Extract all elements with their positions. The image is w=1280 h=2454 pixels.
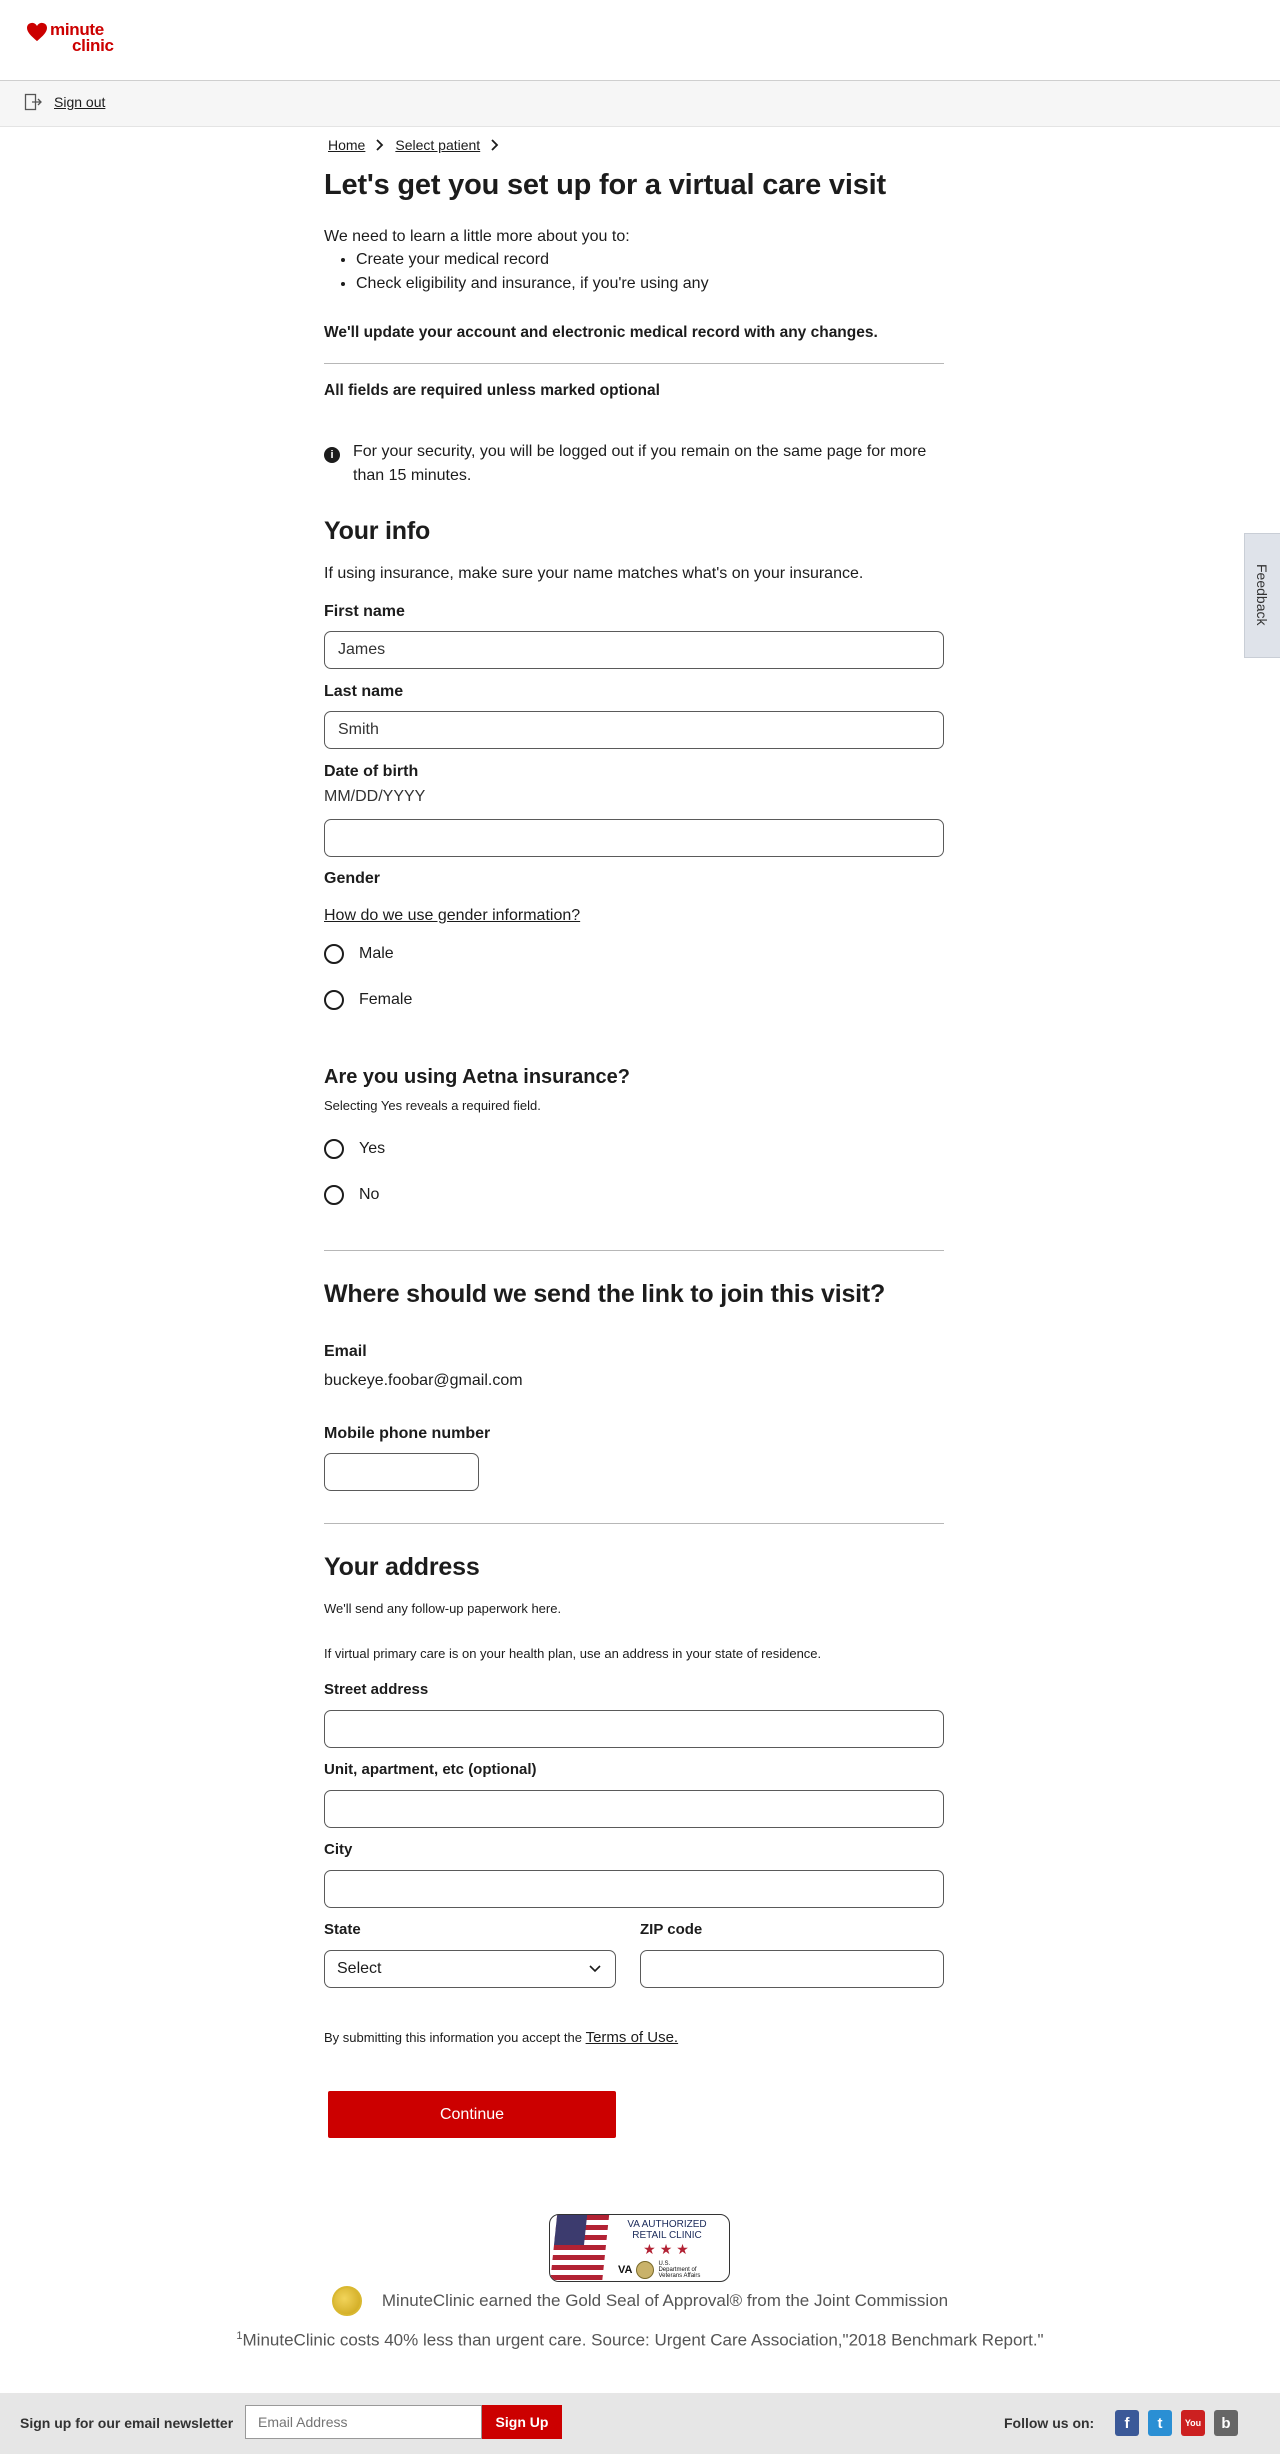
dob-input[interactable] bbox=[324, 819, 944, 857]
stars-icon: ★★★ bbox=[643, 2241, 693, 2257]
radio-circle[interactable] bbox=[324, 1185, 344, 1205]
flag-icon bbox=[550, 2215, 609, 2282]
gold-seal-row bbox=[0, 2286, 1280, 2316]
logo-line-1: minute bbox=[50, 20, 104, 39]
insurance-heading: Are you using Aetna insurance? bbox=[324, 1066, 630, 1088]
first-name-input[interactable] bbox=[324, 631, 944, 669]
sign-out-icon bbox=[24, 93, 42, 111]
unit-input[interactable] bbox=[324, 1790, 944, 1828]
facebook-icon[interactable]: f bbox=[1115, 2410, 1139, 2436]
site-footer bbox=[0, 2393, 1280, 2454]
list-item: • Check eligibility and insurance, if you're using any bbox=[356, 272, 709, 296]
address-note-1: We'll send any follow-up paperwork here. bbox=[324, 1601, 562, 1616]
phone-input[interactable] bbox=[324, 1453, 479, 1491]
unit-label: Unit, apartment, etc (optional) bbox=[324, 1761, 537, 1778]
va-badge-va: VA bbox=[618, 2264, 633, 2276]
city-input[interactable] bbox=[324, 1870, 944, 1908]
twitter-icon[interactable]: t bbox=[1148, 2410, 1172, 2436]
urgent-care-disclaimer bbox=[0, 2330, 1280, 2351]
urgent-care-text: MinuteClinic costs 40% less than urgent care. Source: Urgent Care Association,"2018 Benchmark Report." bbox=[242, 2330, 1044, 2350]
youtube-icon[interactable]: You bbox=[1181, 2410, 1205, 2436]
gold-seal-icon bbox=[332, 2286, 362, 2316]
state-label: State bbox=[324, 1921, 361, 1938]
follow-us-label: Follow us on: bbox=[1004, 2415, 1095, 2431]
zip-input[interactable] bbox=[640, 1950, 944, 1988]
gender-female-radio[interactable] bbox=[324, 990, 412, 1010]
chevron-right-icon bbox=[490, 139, 500, 151]
footnote-marker: 1 bbox=[236, 2330, 243, 2342]
required-note: All fields are required unless marked optional bbox=[324, 382, 660, 399]
blog-icon[interactable]: b bbox=[1214, 2410, 1238, 2436]
breadcrumb bbox=[328, 137, 510, 153]
gold-seal-text: MinuteClinic earned the Gold Seal of Approval® from the Joint Commission bbox=[381, 2291, 949, 2310]
update-note: We'll update your account and electronic medical record with any changes. bbox=[324, 324, 878, 341]
intro-text: We need to learn a little more about you to: bbox=[324, 228, 630, 245]
radio-circle[interactable] bbox=[324, 1139, 344, 1159]
radio-label: Female bbox=[359, 991, 413, 1008]
city-label: City bbox=[324, 1841, 353, 1858]
newsletter-email-input[interactable] bbox=[245, 2405, 482, 2439]
newsletter-label: Sign up for our email newsletter bbox=[20, 2415, 234, 2431]
gender-male-radio[interactable] bbox=[324, 944, 394, 964]
street-label: Street address bbox=[324, 1681, 429, 1698]
chevron-right-icon bbox=[375, 139, 385, 151]
feedback-label: Feedback bbox=[1254, 564, 1270, 626]
sign-out-label: Sign out bbox=[54, 94, 106, 110]
email-value: buckeye.foobar@gmail.com bbox=[324, 1372, 523, 1389]
radio-circle[interactable] bbox=[324, 990, 344, 1010]
radio-label: No bbox=[359, 1186, 380, 1203]
continue-button[interactable]: Continue bbox=[328, 2091, 616, 2138]
site-header bbox=[0, 0, 1280, 81]
feedback-tab[interactable] bbox=[1244, 533, 1280, 658]
your-info-hint: If using insurance, make sure your name matches what's on your insurance. bbox=[324, 565, 864, 582]
address-heading: Your address bbox=[324, 1553, 480, 1581]
radio-label: Yes bbox=[359, 1140, 386, 1157]
gender-label: Gender bbox=[324, 870, 381, 887]
last-name-label: Last name bbox=[324, 683, 404, 700]
va-badge-dept: U.S. Department of Veterans Affairs bbox=[658, 2261, 701, 2279]
terms-of-use-link[interactable]: Terms of Use. bbox=[585, 2029, 679, 2046]
info-icon: i bbox=[324, 447, 340, 463]
security-note: For your security, you will be logged out if you remain on the same page for more than 15 minutes. bbox=[353, 443, 927, 484]
va-seal-icon bbox=[636, 2261, 654, 2279]
phone-label: Mobile phone number bbox=[324, 1425, 491, 1442]
minuteclinic-logo[interactable] bbox=[26, 22, 114, 54]
va-authorized-badge bbox=[549, 2214, 730, 2282]
newsletter-signup-button[interactable]: Sign Up bbox=[482, 2405, 562, 2439]
radio-label: Male bbox=[359, 945, 394, 962]
insurance-hint: Selecting Yes reveals a required field. bbox=[324, 1098, 541, 1113]
insurance-yes-radio[interactable] bbox=[324, 1139, 385, 1159]
state-select-value: Select bbox=[337, 1960, 382, 1977]
zip-label: ZIP code bbox=[640, 1921, 703, 1938]
breadcrumb-home[interactable]: Home bbox=[328, 137, 366, 153]
chevron-down-icon bbox=[589, 1965, 601, 1973]
list-item: • Create your medical record bbox=[356, 248, 709, 272]
email-label: Email bbox=[324, 1343, 367, 1360]
logo-line-2: clinic bbox=[72, 36, 114, 55]
street-input[interactable] bbox=[324, 1710, 944, 1748]
your-info-heading: Your info bbox=[324, 517, 431, 545]
terms-prefix: By submitting this information you accept the bbox=[324, 2030, 586, 2045]
radio-circle[interactable] bbox=[324, 944, 344, 964]
page-title: Let's get you set up for a virtual care visit bbox=[324, 169, 886, 201]
dob-format-hint: MM/DD/YYYY bbox=[324, 788, 426, 805]
insurance-no-radio[interactable] bbox=[324, 1185, 379, 1205]
address-note-2: If virtual primary care is on your health plan, use an address in your state of residence. bbox=[324, 1646, 822, 1661]
gender-info-link[interactable]: How do we use gender information? bbox=[324, 907, 581, 924]
state-select[interactable] bbox=[324, 1950, 616, 1988]
divider bbox=[324, 1523, 944, 1524]
last-name-input[interactable] bbox=[324, 711, 944, 749]
sign-out-link[interactable] bbox=[24, 93, 105, 111]
va-badge-line-2: RETAIL CLINIC bbox=[632, 2230, 702, 2241]
va-badge-line-1: VA AUTHORIZED bbox=[627, 2219, 707, 2230]
breadcrumb-select-patient[interactable]: Select patient bbox=[395, 137, 481, 153]
account-bar bbox=[0, 81, 1280, 127]
heart-icon bbox=[26, 22, 48, 42]
first-name-label: First name bbox=[324, 603, 405, 620]
divider bbox=[324, 1250, 944, 1251]
terms-text bbox=[324, 2029, 678, 2046]
contact-heading: Where should we send the link to join this visit? bbox=[324, 1280, 886, 1308]
intro-list bbox=[324, 248, 709, 296]
divider bbox=[324, 363, 944, 364]
dob-label: Date of birth bbox=[324, 763, 419, 780]
